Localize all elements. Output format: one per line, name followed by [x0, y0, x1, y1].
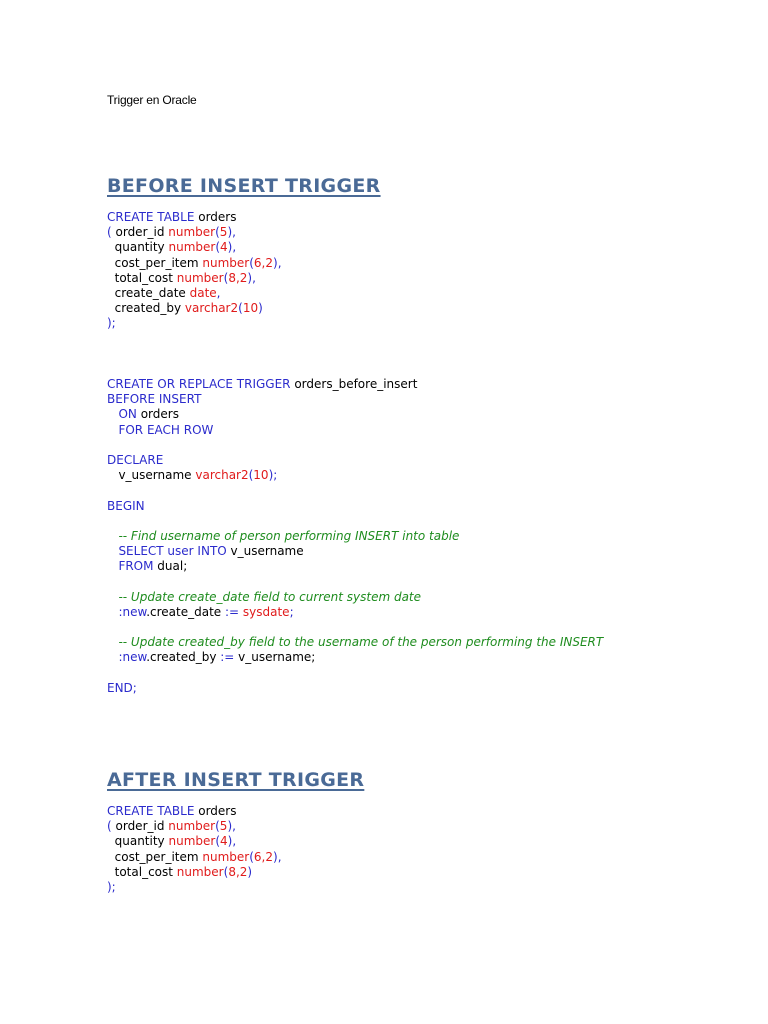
- code-token: FROM: [107, 559, 154, 574]
- code-token: (: [223, 270, 229, 285]
- code-token: varchar2: [195, 468, 249, 483]
- code-token: 5: [219, 225, 228, 240]
- code-token: CREATE TABLE: [107, 804, 195, 818]
- code-line: [107, 544, 603, 559]
- code-line: [107, 392, 603, 407]
- code-token: ;: [289, 604, 294, 619]
- code-token: ): [247, 864, 253, 879]
- code-block-before-insert-trigger: [107, 377, 603, 696]
- code-token: (: [107, 225, 112, 240]
- code-token: ),: [247, 270, 256, 285]
- code-token: cost_per_item: [107, 255, 203, 270]
- code-line: [107, 850, 282, 865]
- code-token: order_id: [111, 225, 169, 240]
- code-token: ),: [227, 834, 237, 849]
- code-line: [107, 301, 282, 316]
- code-token: 5: [219, 819, 228, 834]
- code-token: number: [176, 864, 224, 879]
- code-line: [107, 804, 282, 819]
- code-token: orders: [136, 407, 179, 422]
- code-token: (: [223, 864, 229, 879]
- code-line: [107, 590, 603, 605]
- code-token: v_username: [226, 544, 304, 559]
- code-token: ),: [227, 240, 237, 255]
- code-token: :=: [224, 604, 240, 619]
- code-line: [107, 271, 282, 286]
- code-line: [107, 514, 603, 529]
- code-line: [107, 499, 603, 514]
- code-token: CREATE OR REPLACE TRIGGER: [107, 377, 291, 391]
- section-heading-before-insert: BEFORE INSERT TRIGGER: [107, 175, 381, 197]
- code-token: (: [249, 255, 254, 270]
- section-heading-after-insert: AFTER INSERT TRIGGER: [107, 769, 365, 791]
- code-token: CREATE TABLE: [107, 210, 195, 224]
- code-line: [107, 650, 603, 665]
- code-token: number: [202, 255, 250, 270]
- code-token: );: [268, 468, 278, 483]
- code-token: sysdate: [239, 604, 290, 619]
- code-token: dual;: [153, 559, 188, 574]
- code-token: 10: [253, 468, 269, 483]
- code-token: number: [176, 270, 224, 285]
- code-line: [107, 620, 603, 635]
- code-line: [107, 256, 282, 271]
- code-line: [107, 468, 603, 483]
- code-token: varchar2: [184, 301, 239, 316]
- code-token: 4: [220, 834, 228, 849]
- code-token: 10: [242, 301, 259, 316]
- code-token: :new: [107, 650, 147, 665]
- code-token: SELECT user INTO: [107, 544, 227, 559]
- code-token: orders: [194, 804, 237, 818]
- code-token: v_username;: [234, 650, 316, 665]
- code-token: (: [215, 225, 220, 240]
- code-token: 6,2: [253, 255, 274, 270]
- code-token: number: [168, 834, 216, 849]
- code-line: [107, 819, 282, 834]
- code-line: [107, 210, 282, 225]
- code-line: [107, 423, 603, 438]
- code-token: BEFORE INSERT: [107, 392, 202, 407]
- code-line: [107, 377, 603, 392]
- code-line: [107, 865, 282, 880]
- code-line: [107, 240, 282, 255]
- code-token: );: [107, 316, 116, 331]
- code-line: [107, 559, 603, 574]
- code-token: (: [249, 849, 254, 864]
- code-line: [107, 834, 282, 849]
- code-token: (: [215, 819, 220, 834]
- code-token: 8,2: [228, 864, 248, 879]
- code-line: [107, 286, 282, 301]
- code-token: -- Update created_by field to the username of the person performing the INSERT: [107, 635, 604, 650]
- code-token: ON: [107, 407, 137, 422]
- code-token: :=: [220, 650, 235, 665]
- code-token: created_by: [107, 301, 185, 316]
- code-line: [107, 529, 603, 544]
- code-token: number: [202, 849, 250, 864]
- code-line: [107, 483, 603, 498]
- code-token: -- Update create_date field to current system date: [107, 589, 422, 604]
- code-token: ),: [227, 819, 236, 834]
- code-token: ,: [216, 285, 221, 300]
- code-token: create_date: [107, 285, 190, 300]
- code-line: [107, 438, 603, 453]
- code-line: [107, 407, 603, 422]
- code-token: .created_by: [146, 650, 221, 665]
- code-block-create-table-2: [107, 804, 282, 895]
- code-token: ),: [273, 849, 282, 864]
- document-title: Trigger en Oracle: [107, 93, 197, 107]
- code-token: ),: [273, 255, 282, 270]
- code-token: 8,2: [228, 270, 248, 285]
- code-token: number: [168, 819, 216, 834]
- code-token: total_cost: [107, 270, 177, 285]
- code-token: 6,2: [253, 849, 274, 864]
- code-line: [107, 453, 603, 468]
- code-token: cost_per_item: [107, 849, 203, 864]
- code-token: 4: [220, 240, 228, 255]
- code-token: ): [258, 301, 263, 316]
- code-token: quantity: [107, 834, 169, 849]
- code-token: BEGIN: [107, 498, 145, 513]
- code-token: orders_before_insert: [290, 377, 418, 391]
- code-token: date: [189, 285, 217, 300]
- code-token: -- Find username of person performing INSERT into table: [107, 528, 460, 543]
- code-token: (: [248, 468, 254, 483]
- code-token: order_id: [111, 819, 169, 834]
- code-token: END;: [107, 680, 137, 695]
- code-token: (: [215, 240, 221, 255]
- code-token: (: [215, 834, 221, 849]
- code-token: :new: [107, 604, 147, 619]
- code-line: [107, 605, 603, 620]
- code-line: [107, 681, 603, 696]
- code-line: [107, 880, 282, 895]
- code-token: number: [168, 225, 216, 240]
- code-token: .create_date: [146, 604, 225, 619]
- code-token: v_username: [107, 468, 196, 483]
- code-token: FOR EACH ROW: [107, 422, 214, 437]
- code-token: (: [107, 819, 112, 834]
- code-token: ),: [227, 225, 236, 240]
- code-line: [107, 316, 282, 331]
- code-token: number: [168, 240, 216, 255]
- code-token: );: [107, 879, 116, 894]
- code-token: total_cost: [107, 864, 177, 879]
- code-token: (: [238, 301, 243, 316]
- code-block-create-table-1: [107, 210, 282, 332]
- code-line: [107, 666, 603, 681]
- code-token: DECLARE: [107, 452, 164, 467]
- code-line: [107, 225, 282, 240]
- code-token: quantity: [107, 240, 169, 255]
- code-line: [107, 635, 603, 650]
- code-line: [107, 574, 603, 589]
- code-token: orders: [194, 210, 237, 224]
